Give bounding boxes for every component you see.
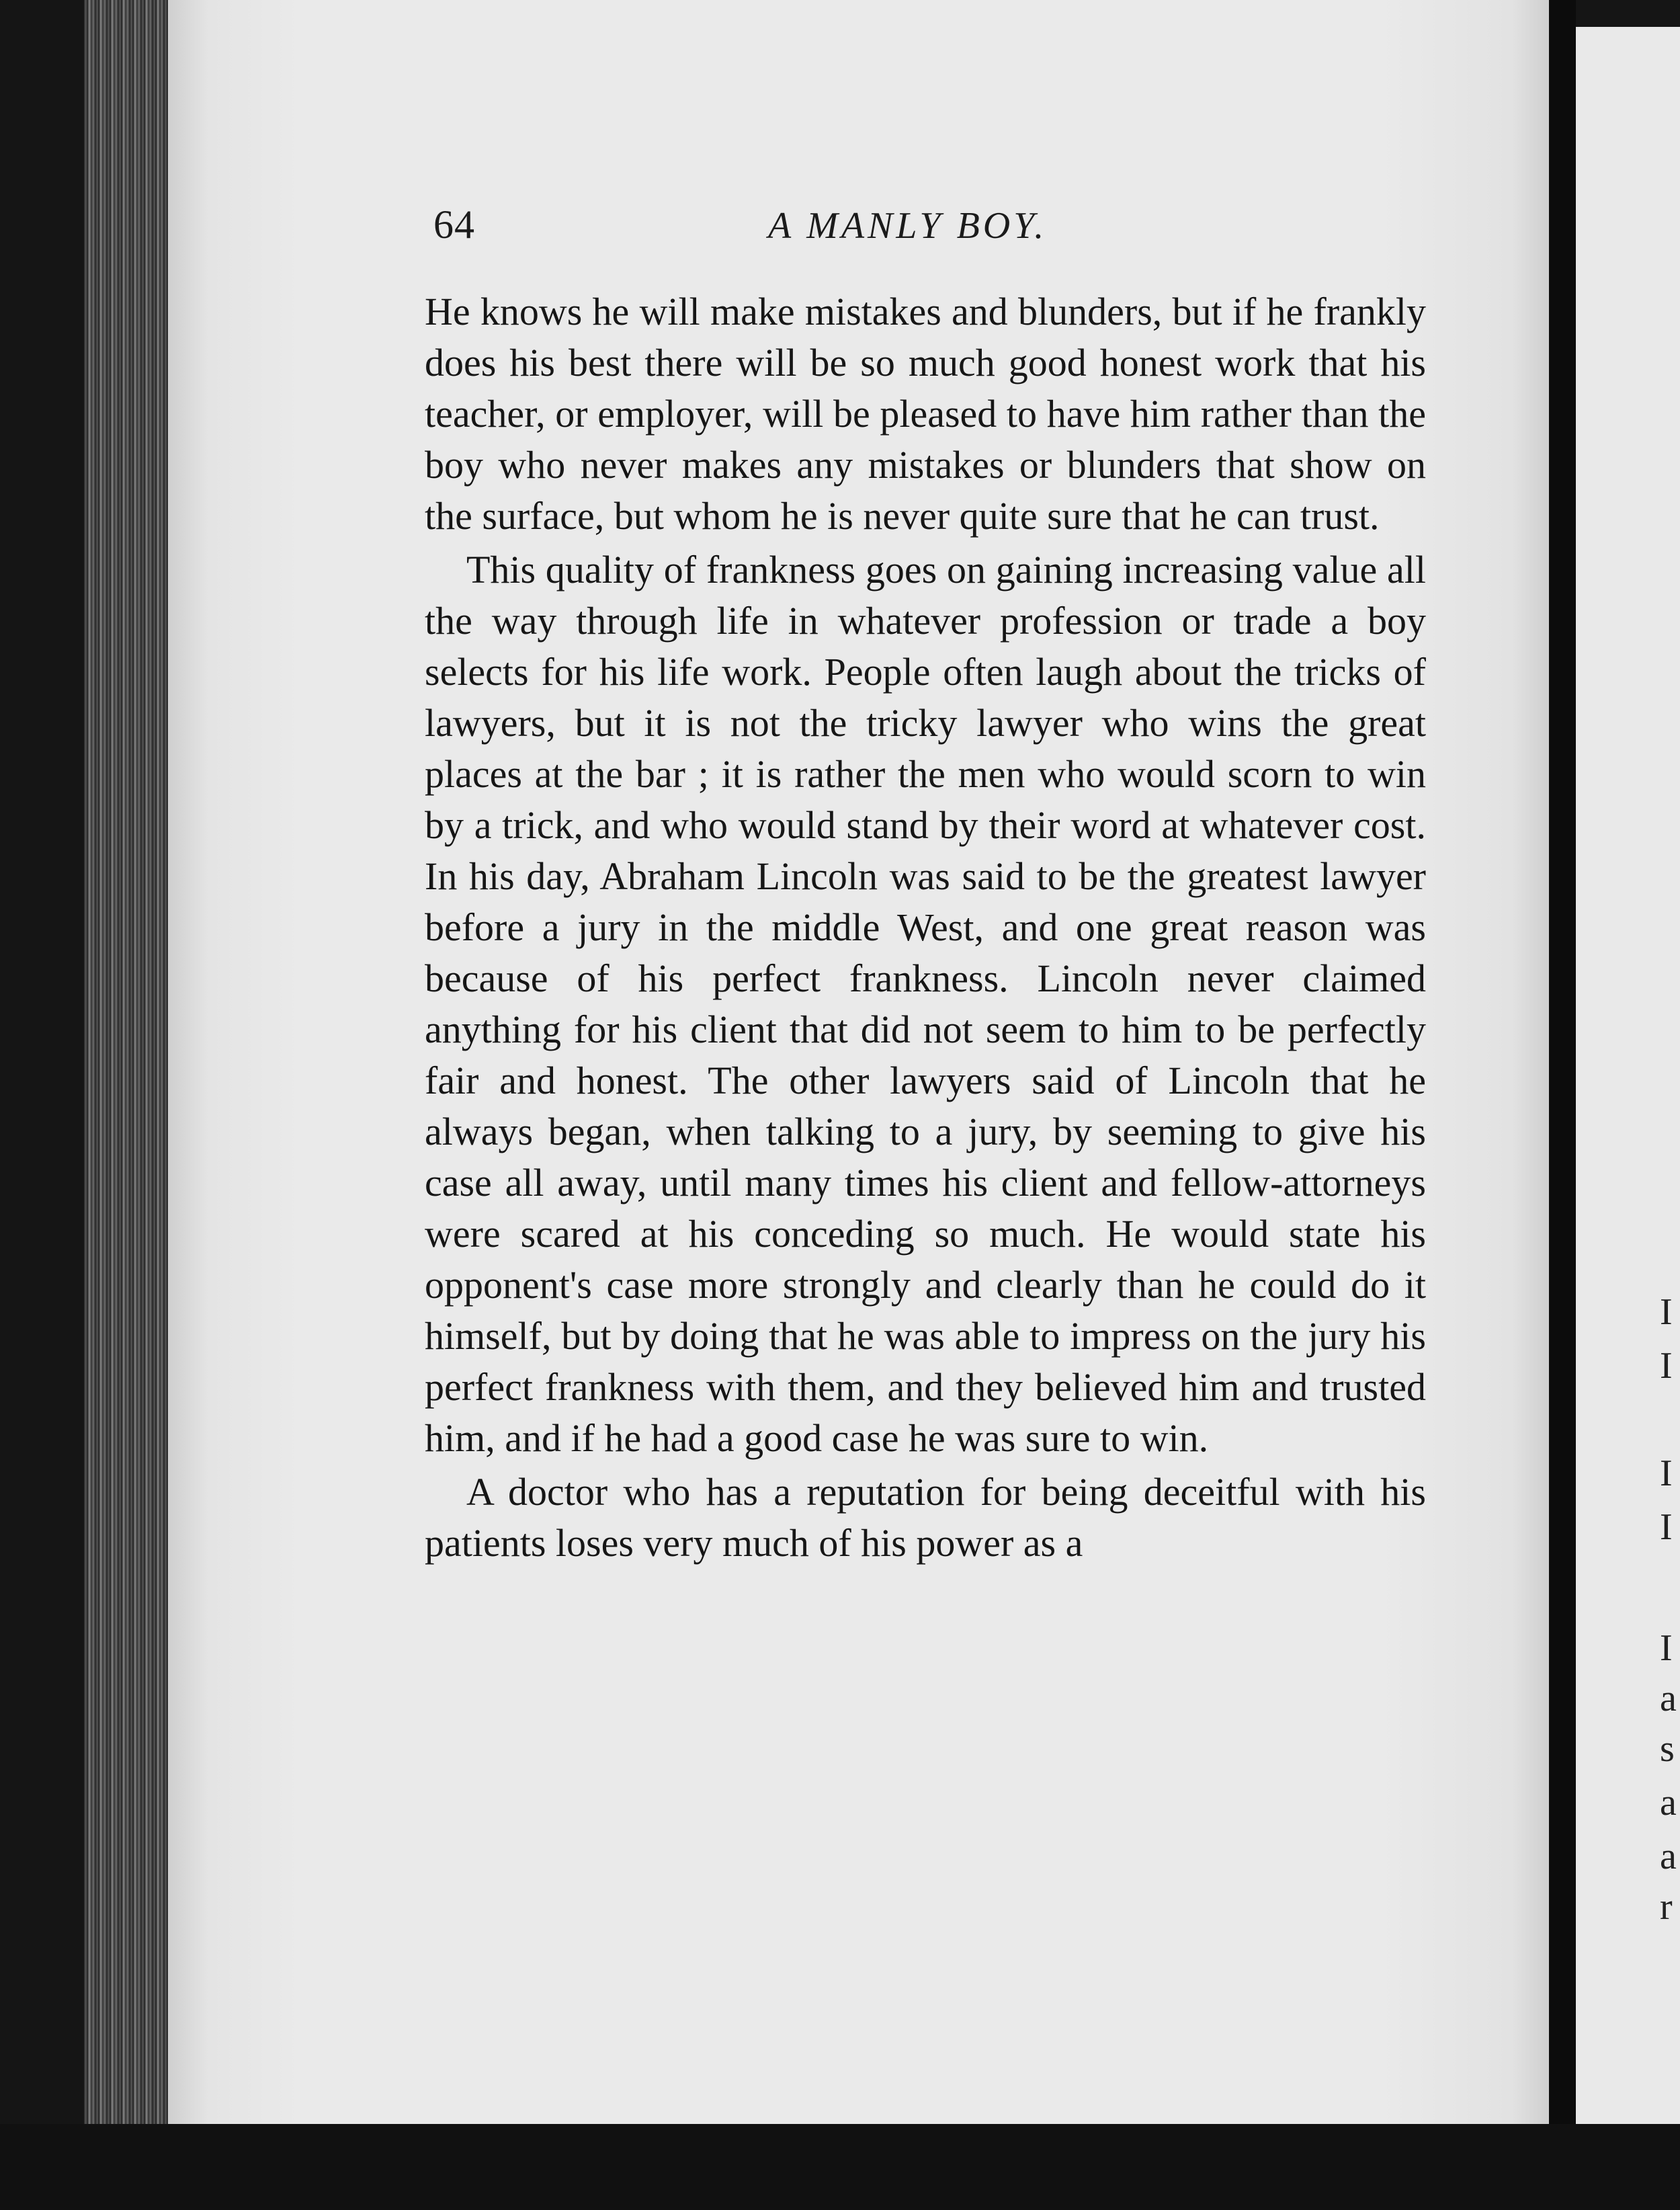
facing-page-fragment: a <box>1660 1782 1677 1824</box>
paragraph: This quality of frankness goes on gaining increasing value all the way through life in whatever profession or trade a boy selects for his life work. People often laugh about the tricks of lawyers, but it is not the tricky lawyer who wins the great places at the bar ; it is rather the men who would scorn to win by a trick, and who would stand by their word at whatever cost. In his day, Abraham Lincoln was said to be the greatest lawyer before a jury in the middle West, and one great reason was because of his perfect frankness. Lincoln never claimed anything for his client that did not seem to him to be perfectly fair and honest. The other lawyers said of Lincoln that he always began, when talking to a jury, by seeming to give his case all away, until many times his client and fellow-attorneys were scared at his conceding so much. He would state his opponent's case more strongly and clearly than he could do it himself, but by doing that he was able to impress on the jury his perfect frankness with them, and they believed him and trusted him, and if he had a good case he was sure to win. <box>425 548 1426 1460</box>
facing-page-fragment: a <box>1660 1678 1677 1719</box>
paragraph: A doctor who has a reputation for being deceitful with his patients loses very much of his power as a <box>425 1470 1426 1565</box>
body-text <box>425 286 1426 1569</box>
page-stack-edges <box>84 0 171 2134</box>
running-head <box>433 202 1428 262</box>
running-title: A MANLY BOY. <box>768 205 1048 247</box>
facing-page-fragment: s <box>1660 1728 1675 1770</box>
page-number: 64 <box>433 202 475 247</box>
paragraph: He knows he will make mistakes and blunders, but if he frankly does his best there will be so much good honest work that his teacher, or employer, will be pleased to have him rather than the boy who never makes any mistakes or blunders that show on the surface, but whom he is never quite sure that he can trust. <box>425 290 1426 538</box>
book-gutter <box>1549 0 1576 2210</box>
scan-bottom-border <box>0 2124 1680 2210</box>
facing-page-fragment: r <box>1660 1886 1673 1928</box>
facing-page-edge <box>1576 27 1680 2124</box>
facing-page-fragment: a <box>1660 1836 1677 1877</box>
facing-page-fragment: I <box>1660 1452 1673 1494</box>
facing-page-fragment: I <box>1660 1291 1673 1333</box>
facing-page-fragment: I <box>1660 1506 1673 1548</box>
facing-page-fragment: I <box>1660 1345 1673 1387</box>
facing-page-fragment: I <box>1660 1627 1673 1669</box>
